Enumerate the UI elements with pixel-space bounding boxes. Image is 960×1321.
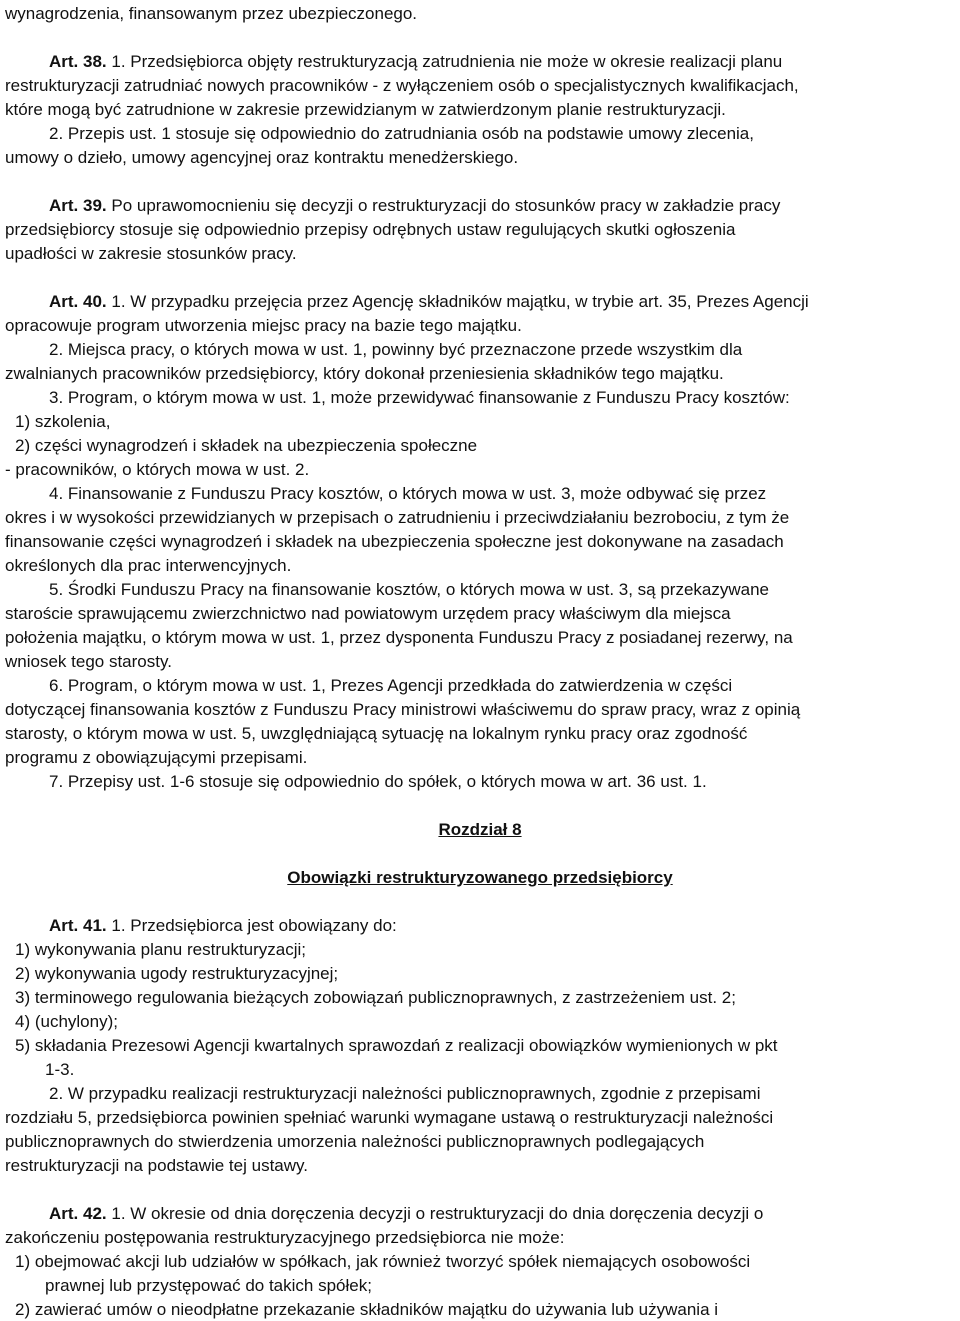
article-heading: Art. 40. (49, 292, 107, 311)
list-item: 5) składania Prezesowi Agencji kwartalnych sprawozdań z realizacji obowiązków wymienionych w pkt (15, 1036, 778, 1055)
article-text: 1. W okresie od dnia doręczenia decyzji o restrukturyzacji do dnia doręczenia decyzji o (106, 1204, 764, 1223)
text-line (49, 195, 780, 217)
article-heading: Art. 42. (49, 1204, 107, 1223)
article-text: 1. Przedsiębiorca jest obowiązany do: (106, 916, 397, 935)
text-line: 4. Finansowanie z Funduszu Pracy kosztów, o których mowa w ust. 3, może odbywać się przez (49, 484, 767, 503)
text-line: prawnej lub przystępować do takich spółek; (45, 1276, 372, 1295)
list-item: 2) zawierać umów o nieodpłatne przekazanie składników majątku do używania lub używania i (15, 1300, 719, 1319)
text-line: 2. Miejsca pracy, o których mowa w ust. 1, powinny być przeznaczone przede wszystkim dla (49, 340, 743, 359)
article-text: 1. W przypadku przejęcia przez Agencję składników majątku, w trybie art. 35, Prezes Agencji (106, 292, 809, 311)
text-line: 1-3. (45, 1060, 75, 1079)
text-line: 5. Środki Funduszu Pracy na finansowanie kosztów, o których mowa w ust. 3, są przekazywane (49, 580, 770, 599)
text-line: dotyczącej finansowania kosztów z Funduszu Pracy ministrowi właściwemu do spraw pracy, wraz z opinią (5, 700, 801, 719)
chapter-number: Rozdział 8 (438, 820, 522, 839)
text-line: staroście sprawującemu zwierzchnictwo nad powiatowym urzędem pracy właściwym dla miejsca (5, 604, 731, 623)
text-line: opracowuje program utworzenia miejsc pracy na bazie tego majątku. (5, 316, 522, 335)
text-line: wniosek tego starosty. (5, 652, 172, 671)
article-heading: Art. 39. (49, 196, 107, 215)
article-heading: Art. 38. (49, 52, 107, 71)
text-line (49, 291, 809, 313)
text-line: które mogą być zatrudnione w zakresie przewidzianym w zatwierdzonym planie restrukturyzacji. (5, 100, 726, 119)
text-line: rozdziału 5, przedsiębiorca powinien spełniać warunki wymagane ustawą o restrukturyzacji należności (5, 1108, 774, 1127)
text-line: 2. W przypadku realizacji restrukturyzacji należności publicznoprawnych, zgodnie z przepisami (49, 1084, 761, 1103)
text-line: zwalnianych pracowników przedsiębiorcy, który dokonał przeniesienia składników tego majątku. (5, 364, 724, 383)
text-line (49, 1203, 763, 1225)
text-line: 3. Program, o którym mowa w ust. 1, może przewidywać finansowanie z Funduszu Pracy kosztów: (49, 388, 790, 407)
text-line: restrukturyzacji zatrudniać nowych pracowników - z wyłączeniem osób o specjalistycznych kwalifikacjach, (5, 76, 799, 95)
text-line: przedsiębiorcy stosuje się odpowiednio przepisy odrębnych ustaw regulujących skutki ogłoszenia (5, 220, 736, 239)
article-heading: Art. 41. (49, 916, 107, 935)
text-line: wynagrodzenia, finansowanym przez ubezpieczonego. (5, 4, 418, 23)
chapter-title: Obowiązki restrukturyzowanego przedsiębiorcy (287, 868, 673, 887)
text-line (49, 51, 782, 73)
text-line: określonych dla prac interwencyjnych. (5, 556, 292, 575)
list-item: 4) (uchylony); (15, 1012, 118, 1031)
list-item: 1) obejmować akcji lub udziałów w spółkach, jak również tworzyć spółek niemających osobowości (15, 1252, 751, 1271)
text-line: publicznoprawnych do stwierdzenia umorzenia należności publicznoprawnych podlegających (5, 1132, 705, 1151)
text-line: 7. Przepisy ust. 1-6 stosuje się odpowiednio do spółek, o których mowa w art. 36 ust. 1. (49, 772, 707, 791)
article-text: Po uprawomocnieniu się decyzji o restrukturyzacji do stosunków pracy w zakładzie pracy (106, 196, 781, 215)
text-line: restrukturyzacji na podstawie tej ustawy. (5, 1156, 308, 1175)
list-item: 2) wykonywania ugody restrukturyzacyjnej; (15, 964, 339, 983)
text-line: starosty, o którym mowa w ust. 5, uwzględniającą sytuację na lokalnym rynku pracy oraz zgodność (5, 724, 748, 743)
list-item: 3) terminowego regulowania bieżących zobowiązań publicznoprawnych, z zastrzeżeniem ust. 2; (15, 988, 736, 1007)
text-line: okres i w wysokości przewidzianych w przepisach o zatrudnieniu i przeciwdziałaniu bezrobociu, z tym że (5, 508, 790, 527)
text-line: umowy o dzieło, umowy agencyjnej oraz kontraktu menedżerskiego. (5, 148, 519, 167)
list-item: 2) części wynagrodzeń i składek na ubezpieczenia społeczne (15, 436, 478, 455)
list-item: 1) szkolenia, (15, 412, 111, 431)
text-line: upadłości w zakresie stosunków pracy. (5, 244, 297, 263)
text-line: położenia majątku, o którym mowa w ust. 1, przez dysponenta Funduszu Pracy z posiadanej rezerwy, na (5, 628, 793, 647)
text-line: 2. Przepis ust. 1 stosuje się odpowiednio do zatrudniania osób na podstawie umowy zlecenia, (49, 124, 754, 143)
text-line: finansowanie części wynagrodzeń i składek na ubezpieczenia społeczne jest dokonywane na zasadach (5, 532, 784, 551)
text-line: 6. Program, o którym mowa w ust. 1, Prezes Agencji przedkłada do zatwierdzenia w części (49, 676, 733, 695)
list-item: 1) wykonywania planu restrukturyzacji; (15, 940, 307, 959)
text-line: programu z obowiązującymi przepisami. (5, 748, 308, 767)
text-line (49, 915, 397, 937)
text-line: zakończeniu postępowania restrukturyzacyjnego przedsiębiorca nie może: (5, 1228, 565, 1247)
text-line: - pracowników, o których mowa w ust. 2. (5, 460, 310, 479)
article-text: 1. Przedsiębiorca objęty restrukturyzacją zatrudnienia nie może w okresie realizacji planu (106, 52, 783, 71)
